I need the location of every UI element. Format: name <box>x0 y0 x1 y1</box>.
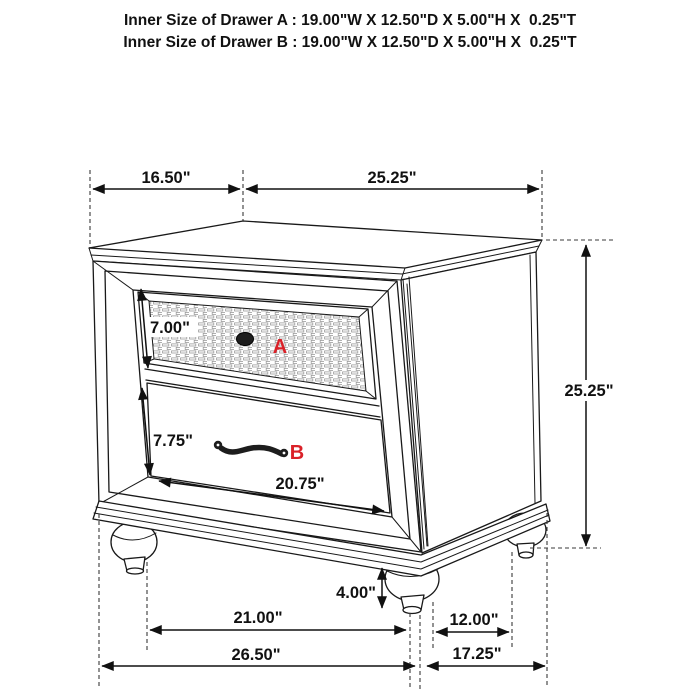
title-block <box>123 12 577 51</box>
cabinet-side-panel <box>401 252 541 553</box>
foot-left <box>111 522 157 574</box>
dimension-top-width <box>246 169 539 189</box>
dimension-overall-height <box>530 240 617 548</box>
dimension-label-overall-height: 25.25" <box>564 382 614 400</box>
dimension-overall-width <box>102 646 415 666</box>
dimension-label-drawer-b-height: 7.75" <box>153 432 193 450</box>
dimension-label-side-leg-span: 12.00" <box>449 611 499 629</box>
cabinet-drawing <box>89 221 550 614</box>
handle-hole-right <box>283 452 286 455</box>
title-drawer-a: Inner Size of Drawer A : 19.00"W X 12.50"D X 5.00"H X 0.25"T <box>123 12 577 29</box>
dimension-label-leg-height: 4.00" <box>336 584 376 602</box>
top-surface <box>89 221 542 268</box>
drawer-b-letter: B <box>289 442 305 464</box>
dimension-label-front-leg-span: 21.00" <box>233 609 283 627</box>
dimension-overall-depth <box>427 645 545 666</box>
dimension-label-top-depth: 16.50" <box>141 169 191 187</box>
title-drawer-b: Inner Size of Drawer B : 19.00"W X 12.50"D X 5.00"H X 0.25"T <box>123 34 577 51</box>
side-panel <box>401 252 541 553</box>
dimension-label-overall-width: 26.50" <box>231 646 281 664</box>
dimension-leg-height <box>336 568 382 608</box>
dimension-label-drawer-b-width: 20.75" <box>275 475 325 493</box>
handle-hole-left <box>217 444 220 447</box>
dimension-front-leg-span <box>150 609 406 630</box>
drawer-a-knob <box>237 333 254 346</box>
dimension-label-top-width: 25.25" <box>367 169 417 187</box>
dimension-label-drawer-a-height: 7.00" <box>150 319 190 337</box>
dimension-top-depth <box>93 169 240 189</box>
dimension-label-overall-depth: 17.25" <box>452 645 502 663</box>
dimension-side-leg-span <box>436 611 509 632</box>
drawer-a-letter: A <box>272 336 288 358</box>
